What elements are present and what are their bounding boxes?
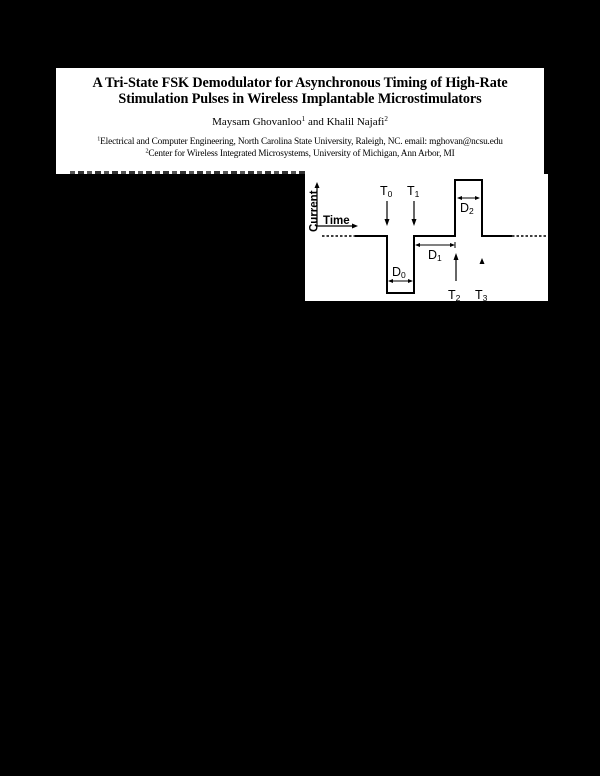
waveform-diagram xyxy=(305,174,548,301)
author-list xyxy=(56,116,544,129)
affiliation-list xyxy=(56,136,544,160)
paper-title xyxy=(56,75,544,107)
affiliation-superscript: 1 xyxy=(97,136,101,143)
marker-t3-label: T3 xyxy=(475,288,488,301)
duration-d1-label: D1 xyxy=(428,248,442,263)
marker-t0-label: T0 xyxy=(380,184,393,199)
author-joiner: and xyxy=(305,116,327,128)
pulse-timing-figure xyxy=(305,174,548,301)
truncated-text-line xyxy=(70,171,305,174)
author-superscript: 1 xyxy=(301,115,306,124)
waveform-line xyxy=(322,180,548,293)
affiliation-superscript: 2 xyxy=(145,148,149,155)
arrow-down-icon xyxy=(412,201,417,226)
title-line-1: A Tri-State FSK Demodulator for Asynchronous Timing of High-Rate xyxy=(92,75,508,91)
arrow-up-icon xyxy=(454,253,459,281)
affiliation xyxy=(56,136,544,148)
author-superscript: 2 xyxy=(384,115,388,124)
author-name: Khalil Najafi xyxy=(326,116,385,128)
affiliation-text: Center for Wireless Integrated Microsystems, University of Michigan, Ann Arbor, MI xyxy=(148,149,455,159)
paper-header xyxy=(56,68,544,174)
affiliation-text: Electrical and Computer Engineering, North Carolina State University, Raleigh, NC. email: mghovan@ncsu.edu xyxy=(100,137,503,147)
arrow-up-icon xyxy=(480,258,485,264)
marker-t1-label: T1 xyxy=(407,184,420,199)
x-axis-label: Time xyxy=(323,215,350,227)
arrow-down-icon xyxy=(385,201,390,226)
duration-d0-label: D0 xyxy=(392,265,406,280)
title-line-2: Stimulation Pulses in Wireless Implantable Microstimulators xyxy=(118,91,482,107)
affiliation xyxy=(56,148,544,160)
dimension-arrow-icon xyxy=(457,196,480,200)
marker-t2-label: T2 xyxy=(448,288,461,301)
duration-d2-label: D2 xyxy=(460,201,474,216)
y-axis-label: Current xyxy=(308,190,321,232)
author-name: Maysam Ghovanloo xyxy=(212,116,302,128)
